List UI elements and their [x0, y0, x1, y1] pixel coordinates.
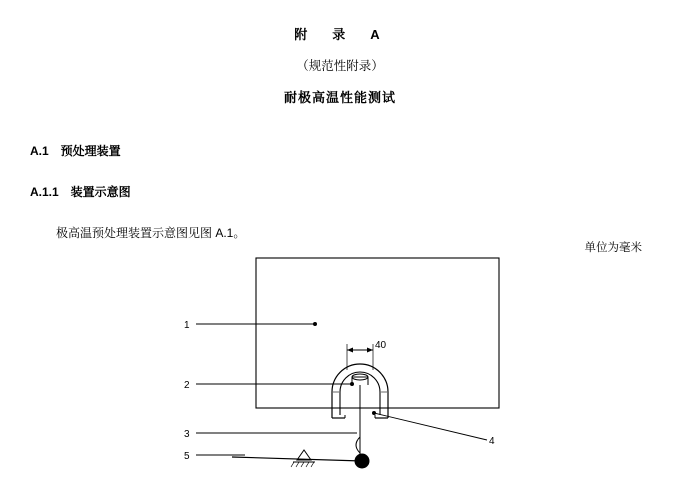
callout-4-label: 4 — [489, 436, 495, 447]
callout-1-dot — [313, 322, 317, 326]
figure-a1 — [0, 252, 680, 487]
document-page — [0, 24, 680, 487]
figure-diagram — [0, 252, 680, 487]
callout-4-leader — [374, 413, 487, 440]
body-paragraph: 极高温预处理装置示意图见图 A.1。 — [56, 226, 246, 240]
callout-4-dot — [372, 411, 376, 415]
annex-title-block — [0, 24, 680, 106]
chamber-rectangle — [256, 258, 499, 408]
dimension-value-40: 40 — [375, 340, 387, 351]
callout-3-label: 3 — [184, 429, 190, 440]
callout-5-label: 5 — [184, 451, 190, 462]
section-heading-a11: A.1.1 装置示意图 — [30, 185, 131, 199]
callout-2-label: 2 — [184, 380, 190, 391]
callout-2-dot — [350, 382, 354, 386]
section-heading-a1: A.1 预处理装置 — [30, 144, 121, 158]
unit-note: 单位为毫米 — [584, 242, 642, 254]
dimension-arrow-left — [347, 348, 353, 353]
annex-subtitle: （规范性附录） — [296, 59, 384, 73]
callout-1-label: 1 — [184, 320, 190, 331]
annex-name: 耐极高温性能测试 — [283, 90, 396, 105]
dimension-arrow-right — [367, 348, 373, 353]
annex-title: 附 录 A — [294, 27, 386, 42]
rod-curve — [356, 437, 360, 453]
